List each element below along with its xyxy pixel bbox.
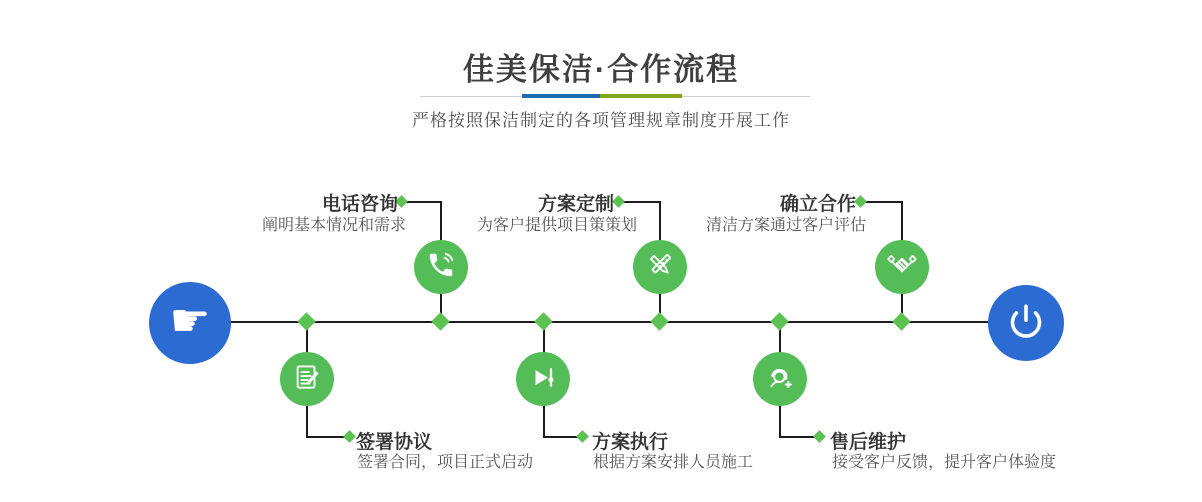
step-title: 电话咨询: [322, 194, 399, 215]
label-diamond: [576, 430, 589, 443]
label-diamond: [343, 430, 356, 443]
timeline-node-diamond: [892, 312, 910, 330]
timeline-node-diamond: [534, 312, 552, 330]
end-node: [988, 285, 1064, 361]
connector-line: [404, 201, 442, 203]
step-desc: 签署合同，项目正式启动: [357, 454, 534, 471]
timeline-node-diamond: [297, 312, 315, 330]
headset-plus-icon: [765, 362, 795, 397]
start-node: [149, 282, 231, 364]
connector-line: [779, 436, 817, 438]
power-icon: [1008, 303, 1044, 344]
step-title: 方案定制: [538, 194, 615, 215]
timeline-node-diamond: [431, 312, 449, 330]
connector-line: [863, 201, 903, 203]
step-node-aftersales: [753, 352, 807, 406]
connector-line: [621, 201, 661, 203]
label-diamond: [813, 430, 826, 443]
step-node-execute: [516, 352, 570, 406]
step-title: 签署协议: [356, 432, 433, 453]
step-node-phone: [414, 240, 468, 294]
connector-line: [306, 436, 348, 438]
step-title: 确立合作: [780, 194, 857, 215]
step-title: 售后维护: [830, 432, 907, 453]
divider-green-segment: [600, 94, 682, 98]
step-title: 方案执行: [592, 432, 669, 453]
title-divider: [420, 96, 810, 97]
pencil-ruler-icon: [645, 250, 675, 285]
divider-blue-segment: [522, 94, 600, 98]
page-title: 佳美保洁·合作流程: [462, 52, 740, 87]
step-desc: 根据方案安排人员施工: [593, 454, 754, 471]
timeline-node-diamond: [770, 312, 788, 330]
label-diamond: [854, 195, 867, 208]
step-desc: 接受客户反馈，提升客户体验度: [832, 454, 1057, 471]
document-pen-icon: [292, 362, 322, 397]
pointing-hand-icon: ☛: [169, 294, 211, 346]
timeline-node-diamond: [650, 312, 668, 330]
step-node-plan: [633, 240, 687, 294]
play-slider-icon: [528, 362, 558, 397]
step-desc: 为客户提供项目策策划: [477, 217, 638, 234]
step-node-cooperate: [875, 240, 929, 294]
step-desc: 清洁方案通过客户评估: [706, 217, 867, 234]
step-node-sign: [280, 352, 334, 406]
handshake-icon: [887, 250, 917, 285]
step-desc: 阐明基本情况和需求: [262, 217, 407, 234]
label-diamond: [612, 195, 625, 208]
phone-icon: [426, 250, 456, 285]
page-subtitle: 严格按照保洁制定的各项管理规章制度开展工作: [412, 111, 790, 130]
